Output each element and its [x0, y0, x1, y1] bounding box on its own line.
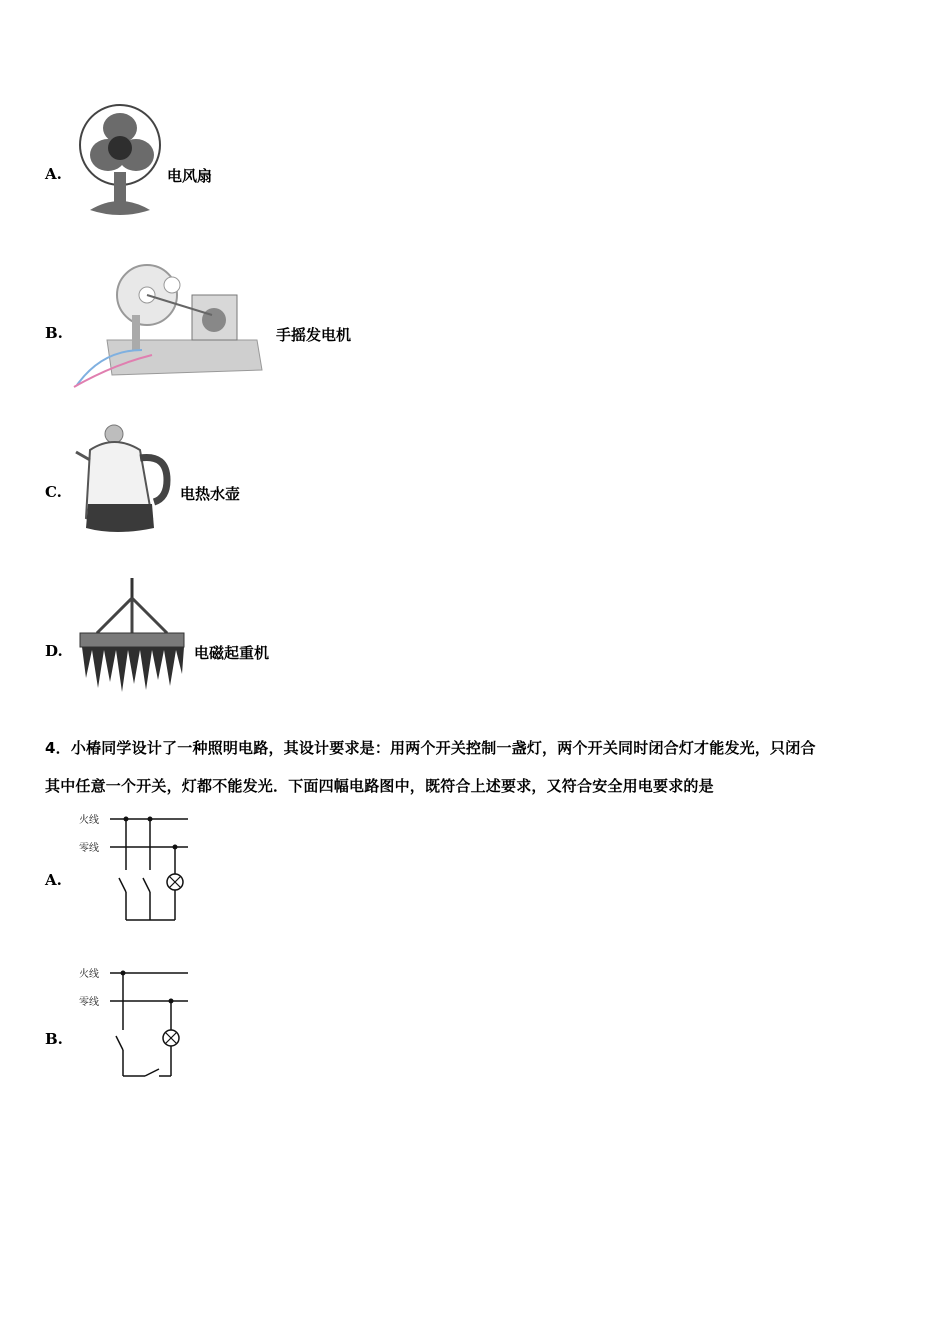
- option-c-letter: C.: [45, 483, 62, 501]
- question-4-line-1: 4．小椿同学设计了一种照明电路，其设计要求是：用两个开关控制一盏灯，两个开关同时闭合灯才能发光，只闭合: [45, 739, 816, 757]
- electric-fan-icon: [78, 100, 163, 229]
- hand-crank-generator-icon: [72, 255, 267, 399]
- question-4-line-2: 其中任意一个开关，灯都不能发光．下面四幅电路图中，既符合上述要求，又符合安全用电要求的是: [45, 777, 714, 795]
- option-a-caption: 电风扇: [167, 167, 213, 185]
- electric-kettle-icon: [72, 420, 177, 544]
- option-d-letter: D.: [45, 642, 63, 660]
- q4-b-live-wire-label: 火线: [79, 969, 99, 980]
- q4-a-neutral-wire-label: 零线: [79, 843, 99, 854]
- q4-option-b-letter: B.: [45, 1030, 63, 1048]
- option-a-letter: A.: [45, 165, 62, 183]
- q4-option-b-circuit-diagram: [75, 962, 195, 1082]
- option-b-caption: 手摇发电机: [276, 326, 352, 344]
- q4-option-a-circuit-diagram: [75, 808, 195, 928]
- q4-option-a-letter: A.: [45, 871, 62, 889]
- q4-a-live-wire-label: 火线: [79, 815, 99, 826]
- option-b-letter: B.: [45, 324, 63, 342]
- q4-b-neutral-wire-label: 零线: [79, 997, 99, 1008]
- option-c-caption: 电热水壶: [180, 485, 241, 503]
- option-d-caption: 电磁起重机: [194, 644, 270, 662]
- electromagnetic-crane-icon: [72, 578, 190, 712]
